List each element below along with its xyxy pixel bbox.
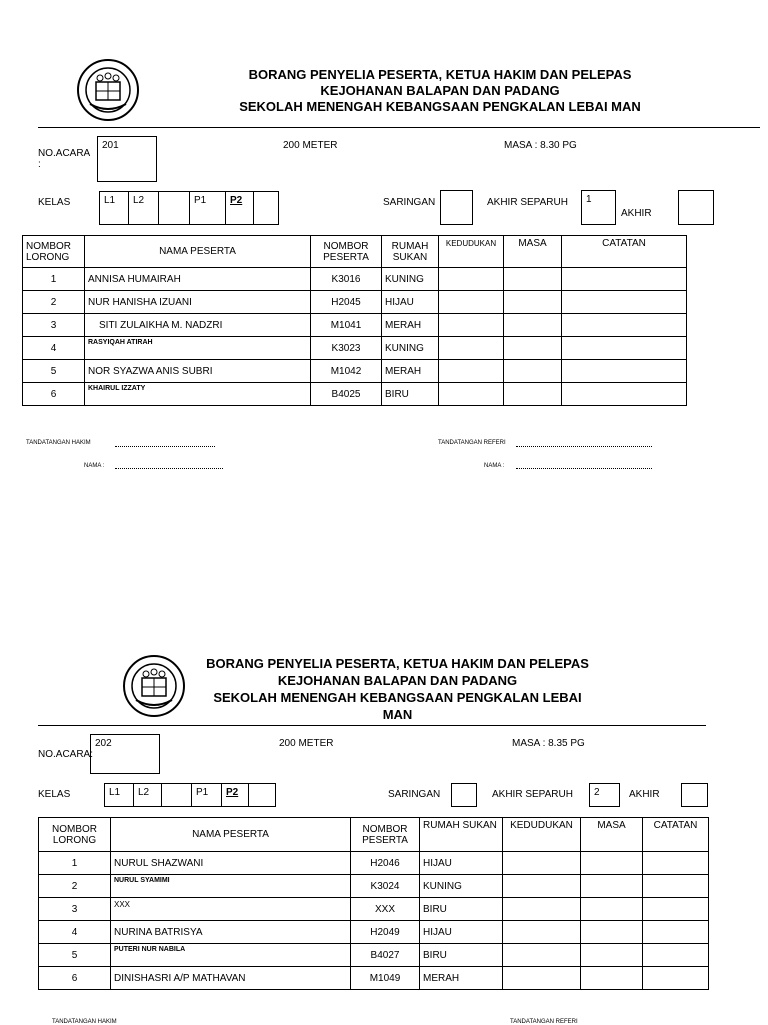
saringan-box[interactable] [451, 783, 477, 807]
lorong-cell: 3 [23, 314, 85, 337]
rumah-cell: MERAH [382, 314, 439, 337]
no-cell: K3016 [311, 268, 382, 291]
kelas-box[interactable]: P2 [221, 783, 248, 807]
kelas-box[interactable]: L1 [104, 783, 133, 807]
no-acara-field[interactable]: 202 [90, 734, 160, 774]
masa-cell[interactable] [504, 314, 562, 337]
catatan-cell[interactable] [643, 944, 709, 967]
rumah-cell: HIJAU [420, 852, 503, 875]
kedudukan-cell[interactable] [439, 337, 504, 360]
catatan-cell[interactable] [562, 337, 687, 360]
table-row [23, 268, 687, 291]
nama-cell: ANNISA HUMAIRAH [85, 268, 311, 291]
header-cell: CATATAN [562, 236, 687, 268]
title-line: SEKOLAH MENENGAH KEBANGSAAN PENGKALAN LEBAI MAN [239, 99, 641, 114]
header-cell: RUMAH SUKAN [382, 236, 439, 268]
table-row [23, 360, 687, 383]
catatan-cell[interactable] [562, 291, 687, 314]
kelas-box[interactable] [248, 783, 276, 807]
table-row [39, 875, 709, 898]
form-title [150, 67, 730, 115]
catatan-cell[interactable] [643, 875, 709, 898]
table-row [39, 967, 709, 990]
catatan-cell[interactable] [643, 967, 709, 990]
akhir-box[interactable] [681, 783, 708, 807]
kedudukan-cell[interactable] [503, 875, 581, 898]
catatan-cell[interactable] [562, 383, 687, 406]
nama-cell: NURUL SYAMIMI [111, 875, 351, 898]
catatan-cell[interactable] [643, 921, 709, 944]
title-line: BORANG PENYELIA PESERTA, KETUA HAKIM DAN PELEPAS [206, 656, 589, 671]
rumah-cell: HIJAU [382, 291, 439, 314]
kelas-box[interactable]: L2 [128, 191, 158, 225]
event-label: 200 METER [279, 738, 334, 749]
akhir-separuh-box[interactable]: 2 [589, 783, 620, 807]
lorong-cell: 6 [39, 967, 111, 990]
catatan-cell[interactable] [643, 898, 709, 921]
kelas-box[interactable]: L2 [133, 783, 161, 807]
lorong-cell: 4 [23, 337, 85, 360]
nama-cell: NUR HANISHA IZUANI [85, 291, 311, 314]
header-cell: NOMBOR PESERTA [311, 236, 382, 268]
nama-cell: NURUL SHAZWANI [111, 852, 351, 875]
lorong-cell: 3 [39, 898, 111, 921]
masa-cell[interactable] [581, 944, 643, 967]
masa-label: MASA : 8.35 PG [512, 738, 585, 749]
header-cell: RUMAH SUKAN [420, 818, 503, 852]
catatan-cell[interactable] [562, 360, 687, 383]
table-row [39, 921, 709, 944]
table-row [23, 337, 687, 360]
nama-referi-label: NAMA : [484, 463, 505, 469]
divider [38, 725, 706, 726]
table-row [39, 852, 709, 875]
sig-referi-line[interactable] [516, 446, 652, 447]
nama-cell: XXX [111, 898, 351, 921]
nama-cell: KHAIRUL IZZATY [85, 383, 311, 406]
kelas-box[interactable]: P1 [191, 783, 221, 807]
kelas-box[interactable]: L1 [99, 191, 128, 225]
rumah-cell: KUNING [382, 337, 439, 360]
kelas-box[interactable] [158, 191, 189, 225]
title-line: MAN [382, 707, 413, 722]
saringan-box[interactable] [440, 190, 473, 225]
header-cell: NAMA PESERTA [111, 818, 351, 852]
sig-hakim-label: TANDATANGAN HAKIM [52, 1019, 117, 1025]
sig-hakim-label: TANDATANGAN HAKIM [26, 440, 91, 446]
school-crest-icon [122, 654, 186, 718]
kedudukan-cell[interactable] [503, 921, 581, 944]
masa-cell[interactable] [581, 967, 643, 990]
lorong-cell: 2 [23, 291, 85, 314]
lorong-cell: 6 [23, 383, 85, 406]
kedudukan-cell[interactable] [439, 383, 504, 406]
title-line: BORANG PENYELIA PESERTA, KETUA HAKIM DAN PELEPAS [248, 67, 632, 82]
masa-cell[interactable] [504, 291, 562, 314]
catatan-cell[interactable] [562, 268, 687, 291]
saringan-label: SARINGAN [388, 789, 441, 800]
title-line: SEKOLAH MENENGAH KEBANGSAAN PENGKALAN LEBAI [213, 690, 582, 705]
header-cell: KEDUDUKAN [503, 818, 581, 852]
sig-referi-label: TANDATANGAN REFERI [438, 440, 506, 446]
kedudukan-cell[interactable] [503, 852, 581, 875]
rumah-cell: MERAH [382, 360, 439, 383]
kelas-box[interactable]: P2 [225, 191, 253, 225]
kedudukan-cell[interactable] [439, 268, 504, 291]
header-cell: NOMBOR LORONG [39, 818, 111, 852]
header-cell: MASA [581, 818, 643, 852]
header-cell: NOMBOR PESERTA [351, 818, 420, 852]
no-cell: K3024 [351, 875, 420, 898]
header-cell: NAMA PESERTA [85, 236, 311, 268]
lorong-cell: 2 [39, 875, 111, 898]
table-header [23, 236, 687, 268]
no-cell: XXX [351, 898, 420, 921]
masa-cell[interactable] [504, 268, 562, 291]
rumah-cell: MERAH [420, 967, 503, 990]
kedudukan-cell[interactable] [439, 291, 504, 314]
kelas-boxes [104, 783, 276, 807]
kedudukan-cell[interactable] [503, 898, 581, 921]
rumah-cell: BIRU [420, 898, 503, 921]
no-cell: M1049 [351, 967, 420, 990]
no-acara-label: NO.ACARA: [38, 749, 94, 760]
saringan-label: SARINGAN [383, 197, 436, 208]
masa-cell[interactable] [581, 875, 643, 898]
kedudukan-cell[interactable] [439, 314, 504, 337]
form-title [190, 655, 605, 723]
no-acara-label: NO.ACARA : [38, 148, 90, 170]
nama-cell: NURINA BATRISYA [111, 921, 351, 944]
event-label: 200 METER [283, 140, 338, 151]
rumah-cell: HIJAU [420, 921, 503, 944]
akhir-separuh-box[interactable]: 1 [581, 190, 616, 225]
kedudukan-cell[interactable] [503, 967, 581, 990]
title-line: KEJOHANAN BALAPAN DAN PADANG [277, 673, 518, 688]
nama-cell: PUTERI NUR NABILA [111, 944, 351, 967]
divider [38, 127, 760, 128]
masa-cell[interactable] [581, 852, 643, 875]
masa-label: MASA : 8.30 PG [504, 140, 577, 151]
table-header [39, 818, 709, 852]
table-row [39, 898, 709, 921]
akhir-separuh-label: AKHIR SEPARUH [492, 789, 573, 800]
header-cell: CATATAN [643, 818, 709, 852]
rumah-cell: BIRU [420, 944, 503, 967]
nama-cell: SITI ZULAIKHA M. NADZRI [85, 314, 311, 337]
school-crest-icon [76, 58, 140, 122]
kelas-box[interactable]: P1 [189, 191, 225, 225]
no-cell: H2049 [351, 921, 420, 944]
masa-cell[interactable] [504, 360, 562, 383]
header-cell: MASA [504, 236, 562, 268]
rumah-cell: KUNING [420, 875, 503, 898]
nama-cell: RASYIQAH ATIRAH [85, 337, 311, 360]
no-cell: H2045 [311, 291, 382, 314]
catatan-cell[interactable] [643, 852, 709, 875]
no-cell: M1042 [311, 360, 382, 383]
lorong-cell: 1 [39, 852, 111, 875]
no-acara-field[interactable]: 201 [97, 136, 157, 182]
sig-hakim-line[interactable] [115, 446, 215, 447]
table-row [39, 944, 709, 967]
akhir-box[interactable] [678, 190, 714, 225]
akhir-label: AKHIR [621, 208, 652, 219]
lorong-cell: 5 [23, 360, 85, 383]
kelas-box[interactable] [253, 191, 279, 225]
masa-cell[interactable] [504, 337, 562, 360]
no-cell: M1041 [311, 314, 382, 337]
nama-cell: DINISHASRI A/P MATHAVAN [111, 967, 351, 990]
masa-cell[interactable] [581, 921, 643, 944]
lorong-cell: 4 [39, 921, 111, 944]
table-row [23, 291, 687, 314]
kelas-label: KELAS [38, 789, 71, 800]
rumah-cell: BIRU [382, 383, 439, 406]
nama-cell: NOR SYAZWA ANIS SUBRI [85, 360, 311, 383]
no-cell: K3023 [311, 337, 382, 360]
kedudukan-cell[interactable] [503, 944, 581, 967]
lorong-cell: 5 [39, 944, 111, 967]
lorong-cell: 1 [23, 268, 85, 291]
title-line: KEJOHANAN BALAPAN DAN PADANG [320, 83, 560, 98]
participants-table [38, 817, 709, 990]
akhir-separuh-label: AKHIR SEPARUH [487, 197, 568, 208]
kelas-label: KELAS [38, 197, 71, 208]
table-row [23, 314, 687, 337]
header-cell: KEDUDUKAN [439, 236, 504, 268]
no-cell: H2046 [351, 852, 420, 875]
catatan-cell[interactable] [562, 314, 687, 337]
participants-table [22, 235, 687, 406]
kedudukan-cell[interactable] [439, 360, 504, 383]
akhir-label: AKHIR [629, 789, 660, 800]
no-cell: B4027 [351, 944, 420, 967]
masa-cell[interactable] [504, 383, 562, 406]
table-row [23, 383, 687, 406]
sig-referi-label: TANDATANGAN REFERI [510, 1019, 578, 1025]
header-cell: NOMBOR LORONG [23, 236, 85, 268]
masa-cell[interactable] [581, 898, 643, 921]
kelas-box[interactable] [161, 783, 191, 807]
nama-hakim-line[interactable] [115, 468, 223, 469]
no-cell: B4025 [311, 383, 382, 406]
rumah-cell: KUNING [382, 268, 439, 291]
kelas-boxes [99, 191, 279, 225]
nama-referi-line[interactable] [516, 468, 652, 469]
nama-hakim-label: NAMA : [84, 463, 105, 469]
